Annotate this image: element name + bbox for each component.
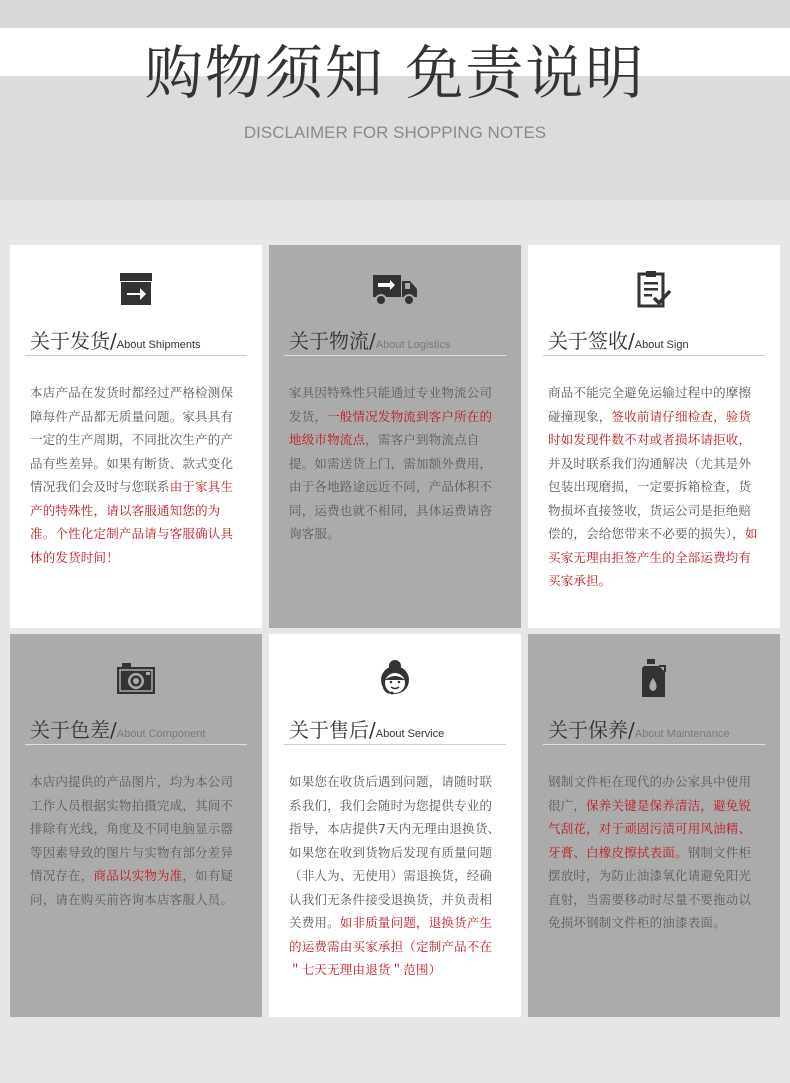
card-title: 关于保养/About Maintenance xyxy=(548,718,730,742)
card-title: 关于签收/About Sign xyxy=(548,329,689,353)
card-maintenance xyxy=(528,634,780,1017)
card-body: 如果您在收货后遇到问题，请随时联系我们，我们会随时为您提供专业的指导，本店提供7天内无理由退换货、如果您在收到货物后发现有质量问题（非人为、无使用）需退换货，经确认我们无条件接受退换货，并负责相关费用。如非质量问题，退换货产生的运费需由买家承担（定制产品不在＂七天无理由退货＂范围） xyxy=(289,774,501,977)
card-title: 关于色差/About Component xyxy=(30,718,206,742)
delivery-truck-icon xyxy=(269,269,521,309)
card-divider xyxy=(25,355,247,356)
page-title: 购物须知 免责说明 xyxy=(144,39,646,107)
oil-bottle-icon xyxy=(528,658,780,698)
card-title: 关于物流/About Logistics xyxy=(289,329,451,353)
card-color xyxy=(10,634,262,1017)
card-divider xyxy=(543,744,765,745)
customer-service-icon xyxy=(269,658,521,698)
box-arrow-icon xyxy=(10,269,262,309)
card-body: 钢制文件柜在现代的办公家具中使用很广，保养关键是保养清洁，避免锐气刮花，对于顽固污渍可用风油精、牙膏、白橡皮擦拭表面。钢制文件柜摆放时，为防止油漆氧化请避免阳光直射，当需要移动时尽量不要拖动以免损坏钢制文件柜的油漆表面。 xyxy=(548,774,752,930)
card-service xyxy=(269,634,521,1017)
card-title: 关于发货/About Shipments xyxy=(30,329,201,353)
top-bar xyxy=(0,0,790,28)
page-subtitle: DISCLAIMER FOR SHOPPING NOTES xyxy=(243,123,547,142)
card-title: 关于售后/About Service xyxy=(289,718,445,742)
card-shipments xyxy=(10,245,262,628)
clipboard-check-icon xyxy=(528,269,780,309)
card-body: 本店内提供的产品图片，均为本公司工作人员根据实物拍摄完成，其间不排除有光线，角度及不同电脑显示器等因素导致的图片与实物有部分差异情况存在，商品以实物为准，如有疑问，请在购买前咨询本店客服人员。 xyxy=(30,774,234,907)
card-divider xyxy=(543,355,765,356)
card-body: 家具因特殊性只能通过专业物流公司发货，一般情况发物流到客户所在的地级市物流点，需客户到物流点自提。如需送货上门，需加额外费用，由于各地路途远近不同，产品体积不同，运费也就不相同，具体运费请咨询客服。 xyxy=(289,385,493,541)
card-divider xyxy=(284,744,506,745)
card-divider xyxy=(25,744,247,745)
card-logistics xyxy=(269,245,521,628)
card-divider xyxy=(284,355,506,356)
camera-icon xyxy=(10,658,262,698)
card-body: 本店产品在发货时都经过严格检测保障每件产品都无质量问题。家具具有一定的生产周期，不同批次生产的产品有些差异。如果有断货、款式变化情况我们会及时与您联系由于家具生产的特殊性，请以客服通知您的为准。个性化定制产品请与客服确认具体的发货时间！ xyxy=(30,385,234,565)
card-sign xyxy=(528,245,780,628)
notice-grid xyxy=(0,200,790,1083)
card-body: 商品不能完全避免运输过程中的摩擦碰撞现象，签收前请仔细检查，验货时如发现件数不对或者损坏请拒收，并及时联系我们沟通解决（尤其是外包装出现磨损，一定要拆箱检查，货物损坏直接签收，货运公司是拒绝赔偿的，会给您带来不必要的损失），如买家无理由拒签产生的全部运费均有买家承担。 xyxy=(548,385,758,588)
